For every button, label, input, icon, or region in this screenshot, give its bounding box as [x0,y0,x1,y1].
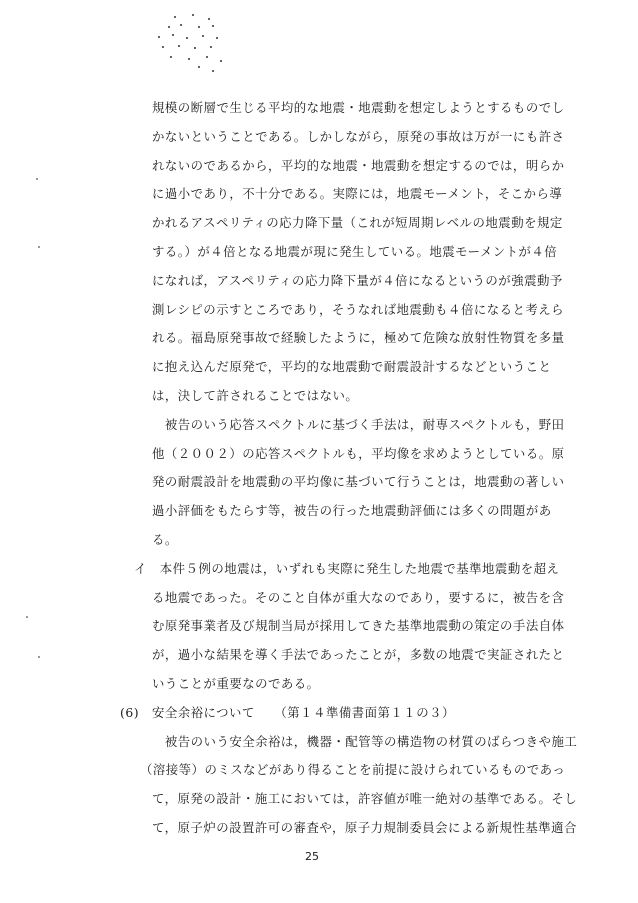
text-line: る。 [152,532,178,547]
text-line: 測レシピの示すところであり，そうなれば地震動も４倍になると考えら [152,301,565,317]
text-line: 他（２００２）の応答スペクトルも，平均像を求めようとしている。原 [152,445,565,461]
text-line: 被告のいう安全余裕は，機器・配管等の構造物の材質のばらつきや施工 [152,733,578,749]
text-line: 過小評価をもたらす等，被告の行った地震動評価には多くの問題があ [152,503,552,519]
braille-stamp [150,10,240,74]
text-line: いうことが重要なのである。 [152,676,320,691]
text-line: に抱え込んだ原発で，平均的な地震動で耐震設計するなどということ [152,359,552,375]
margin-mark [38,656,40,658]
text-line: かれるアスペリティの応力降下量（これが短周期レベルの地震動を規定 [152,215,563,231]
text-line: かないということである。しかしながら，原発の事故は万が一にも許さ [152,128,565,144]
text-line: イ 本件５例の地震は，いずれも実際に発生した地震で基準地震動を超え [134,560,560,576]
text-line: は，決して許されることではない。 [152,388,359,403]
text-line: が，過小な結果を導く手法であったことが，多数の地震で実証されたと [152,647,565,663]
text-line: になれば，アスペリティの応力降下量が４倍になるというのが強震動予 [152,272,563,288]
text-line: （溶接等）のミスなどがあり得ることを前提に設けられているものであっ [140,762,566,778]
page-number: 25 [305,850,319,863]
text-line: れないのであるから，平均的な地震・地震動を想定するのでは，明らか [152,157,565,173]
margin-mark [38,246,40,248]
text-line: む原発事業者及び規制当局が採用してきた基準地震動の策定の手法自体 [152,618,565,634]
text-line: て，原発の設計・施工においては，許容値が唯一絶対の基準である。そし [152,791,578,807]
text-line: れる。福島原発事故で経験したように，極めて危険な放射性物質を多量 [152,330,565,346]
text-line: 発の耐震設計を地震動の平均像に基づいて行うことは，地震動の著しい [152,474,565,490]
text-line: 被告のいう応答スペクトルに基づく手法は，耐専スペクトルも，野田 [152,416,565,432]
text-line: 規模の断層で生じる平均的な地震・地震動を想定しようとするものでし [152,100,565,115]
margin-mark [26,616,28,618]
text-line: る地震であった。そのこと自体が重大なのであり，要するに，被告を含 [152,589,565,605]
text-line: する。）が４倍となる地震が現に発生している。地震モーメントが４倍 [152,244,558,259]
text-line: に過小であり，不十分である。実際には，地震モーメント，そこから導 [152,186,563,202]
section-heading: (6) 安全余裕について （第１４準備書面第１１の３） [120,704,455,720]
margin-mark [36,178,38,180]
text-line: て，原子炉の設置許可の審査や，原子力規制委員会による新規性基準適合 [152,820,577,835]
